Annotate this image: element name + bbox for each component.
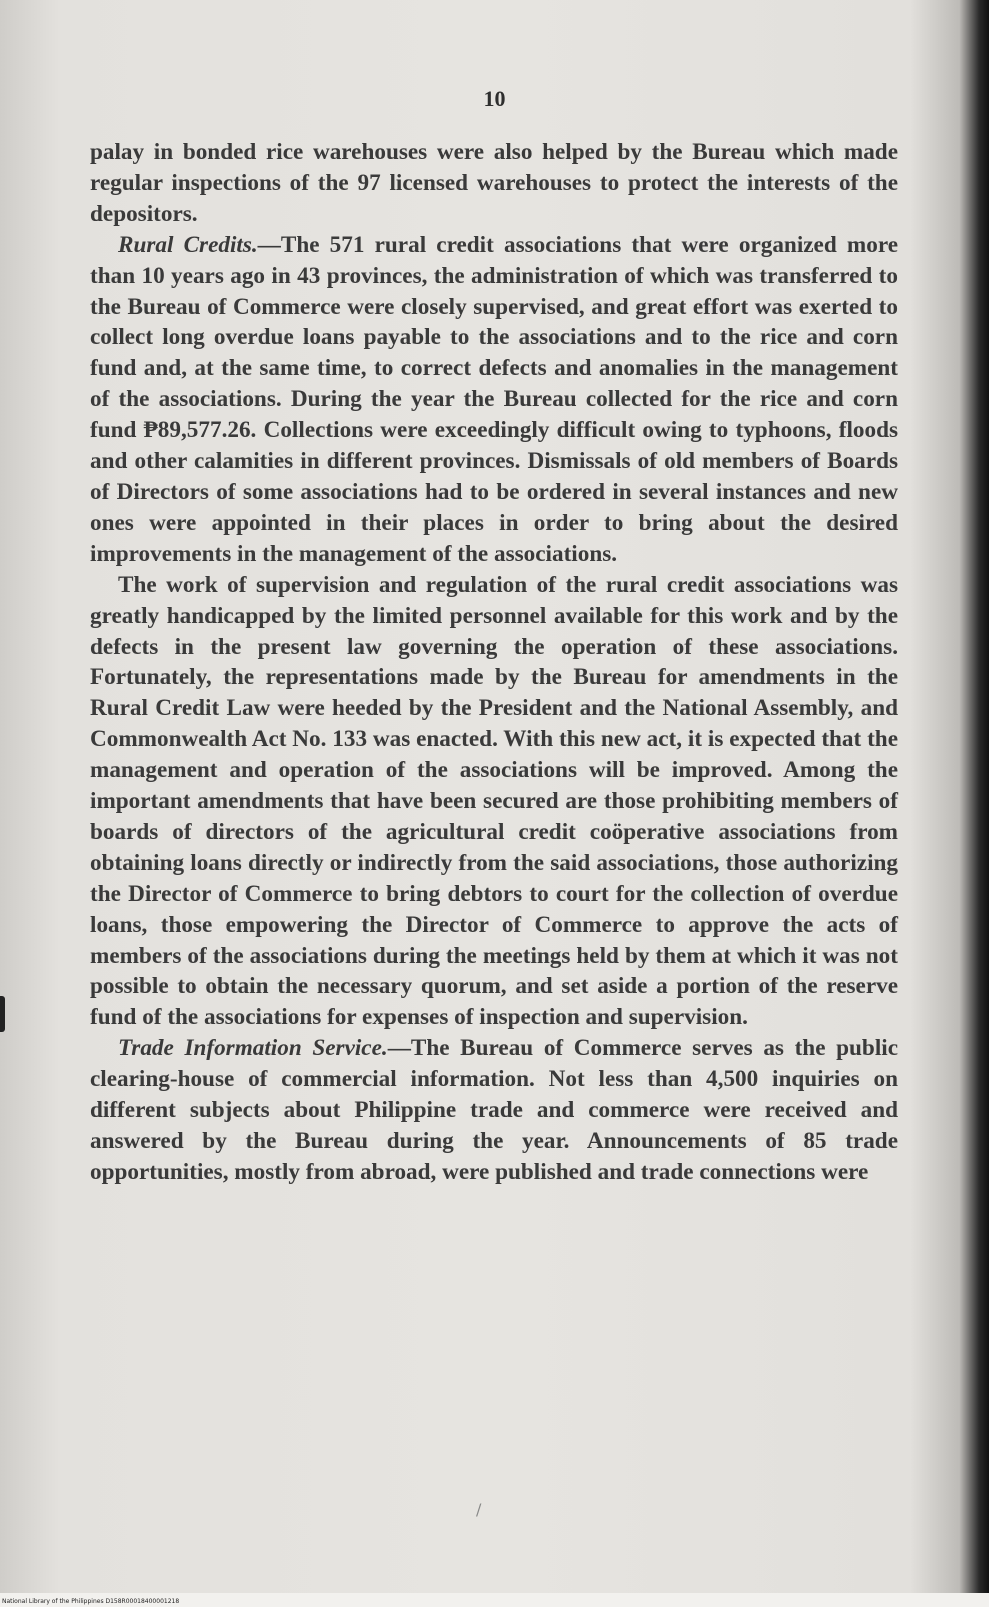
binding-mark: [0, 996, 5, 1032]
paragraph-supervision: [90, 570, 898, 1034]
scan-footer-strip: [0, 1593, 989, 1607]
paragraph-rural-credits: [90, 230, 898, 570]
paragraph-text: —The Bureau of Commerce serves as the public clearing-house of commercial information. Not less than 4,500 inquiries on different subjects about Philippine trade and commerce were received and answered by the Bureau during the year. Announcements of 85 trade opportunities, mostly from abroad, were published and trade connections were: [90, 1035, 898, 1185]
page-number: 10: [483, 86, 506, 111]
section-heading-rural-credits: Rural Credits.: [118, 231, 258, 258]
page-footer-mark: /: [476, 1500, 482, 1519]
body-text: [90, 137, 898, 1188]
scan-caption: National Library of the Philippines D158R00018400001218: [2, 1598, 180, 1605]
section-heading-trade-information: Trade Information Service.: [118, 1035, 388, 1062]
paragraph-palay-continuation: [90, 137, 898, 230]
paragraph-trade-information: [90, 1033, 898, 1188]
paragraph-text: palay in bonded rice warehouses were also helped by the Bureau which made regular inspections of the 97 licensed warehouses to protect the interests of the depositors.: [90, 139, 898, 227]
paragraph-text: —The 571 rural credit associations that were organized more than 10 years ago in 43 provinces, the administration of which was transferred to the Bureau of Commerce were closely supervised, and great effort was exerted to collect long overdue loans payable to the associations and to the rice and corn fund and, at the same time, to correct defects and anomalies in the management of the associations. During the year the Bureau collected for the rice and corn fund ₱89,577.26. Collections were exceedingly difficult owing to typhoons, floods and other calamities in different provinces. Dismissals of old members of Boards of Directors of some associations had to be ordered in several instances and new ones were appointed in their places in order to bring about the desired improvements in the management of the associations.: [90, 231, 898, 567]
paragraph-text: The work of supervision and regulation of the rural credit associations was greatly handicapped by the limited personnel available for this work and by the defects in the present law governing the operation of these associations. Fortunately, the representations made by the Bureau for amendments in the Rural Credit Law were heeded by the President and the National Assembly, and Commonwealth Act No. 133 was enacted. With this new act, it is expected that the management and operation of the associations will be improved. Among the important amendments that have been secured are those prohibiting members of boards of directors of the agricultural credit coöperative associations from obtaining loans directly or indirectly from the said associations, those authorizing the Director of Commerce to bring debtors to court for the collection of overdue loans, those empowering the Director of Commerce to approve the acts of members of the associations during the meetings held by them at which it was not possible to obtain the necessary quorum, and set aside a portion of the reserve fund of the associations for expenses of inspection and supervision.: [90, 571, 898, 1031]
